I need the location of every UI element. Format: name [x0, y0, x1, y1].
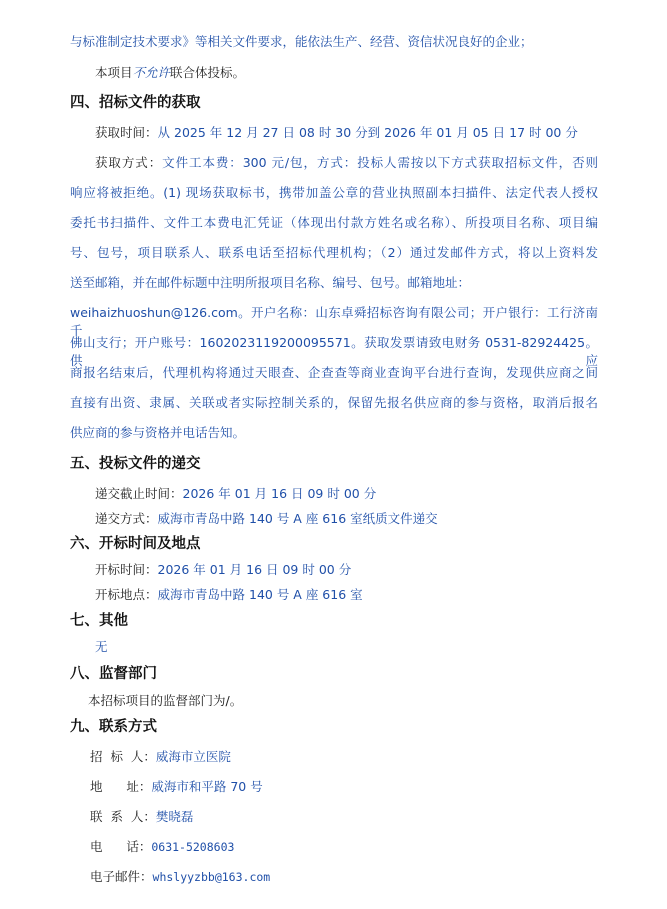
supervision-text: 本招标项目的监督部门为/。 [88, 693, 243, 708]
contact-person: 联 系 人：樊晓磊 [90, 809, 194, 824]
acquire-method-line-5: 送至邮箱，并在邮件标题中注明所报项目名称、编号、包号。邮箱地址： [70, 275, 471, 290]
submit-method: 递交方式：威海市青岛中路 140 号 A 座 616 室纸质文件递交 [95, 511, 438, 526]
acquire-method-line-4: 号、包号，项目联系人、联系电话至招标代理机构；（2）通过发邮件方式，将以上资料发 [70, 245, 598, 260]
section-7-title: 七、其他 [70, 613, 128, 629]
section-4-title: 四、招标文件的获取 [70, 95, 201, 111]
contact-email: 电子邮件：whslyyzbb@163.com [90, 869, 271, 884]
acquire-method-line-10: 供应商的参与资格并电话告知。 [70, 425, 246, 440]
opening-time: 开标时间：2026 年 01 月 16 日 09 时 00 分 [95, 562, 352, 577]
other-value: 无 [95, 639, 108, 654]
section-8-title: 八、监督部门 [70, 666, 157, 682]
opening-place: 开标地点：威海市青岛中路 140 号 A 座 616 室 [95, 587, 363, 602]
acquire-method-line-3: 委托书扫描件、文件工本费电汇凭证（体现出付款方姓名或名称）、所投项目名称、项目编 [70, 215, 598, 230]
section-5-title: 五、投标文件的递交 [70, 456, 201, 472]
acquire-time: 获取时间：从 2025 年 12 月 27 日 08 时 30 分到 2026 年 01 月 05 日 17 时 00 分 [95, 125, 578, 140]
acquire-method-line-8: 商报名结束后，代理机构将通过天眼查、企查查等商业查询平台进行查询，发现供应商之间 [70, 365, 598, 380]
contact-address: 地 址：威海市和平路 70 号 [90, 779, 263, 794]
submit-deadline: 递交截止时间：2026 年 01 月 16 日 09 时 00 分 [95, 486, 377, 501]
section-9-title: 九、联系方式 [70, 719, 157, 735]
consortium-value: 不允许 [132, 65, 171, 80]
acquire-method-line-1: 获取方式：文件工本费：300 元/包，方式：投标人需按以下方式获取招标文件，否则 [95, 155, 598, 170]
acquire-method-line-7: 佛山支行；开户账号：1602023119200095571。获取发票请致电财务 0531-82924425。供应 [70, 335, 598, 368]
consortium-line: 本项目不允许联合体投标。 [95, 65, 246, 80]
acquire-method-line-9: 直接有出资、隶属、关联或者实际控制关系的，保留先报名供应商的参与资格，取消后报名 [70, 395, 598, 410]
acquire-method-line-2: 响应将被拒绝。(1) 现场获取标书，携带加盖公章的营业执照副本扫描件、法定代表人授权 [70, 185, 598, 200]
contact-tenderer: 招 标 人：威海市立医院 [90, 749, 231, 764]
section-6-title: 六、开标时间及地点 [70, 536, 201, 552]
acquire-method-line-6: weihaizhuoshun@126.com。开户名称：山东卓舜招标咨询有限公司；开户银行：工行济南千 [70, 305, 598, 338]
previous-paragraph-tail: 与标准制定技术要求》等相关文件要求，能依法生产、经营、资信状况良好的企业； [70, 34, 533, 49]
contact-phone: 电 话：0631-5208603 [90, 839, 235, 854]
